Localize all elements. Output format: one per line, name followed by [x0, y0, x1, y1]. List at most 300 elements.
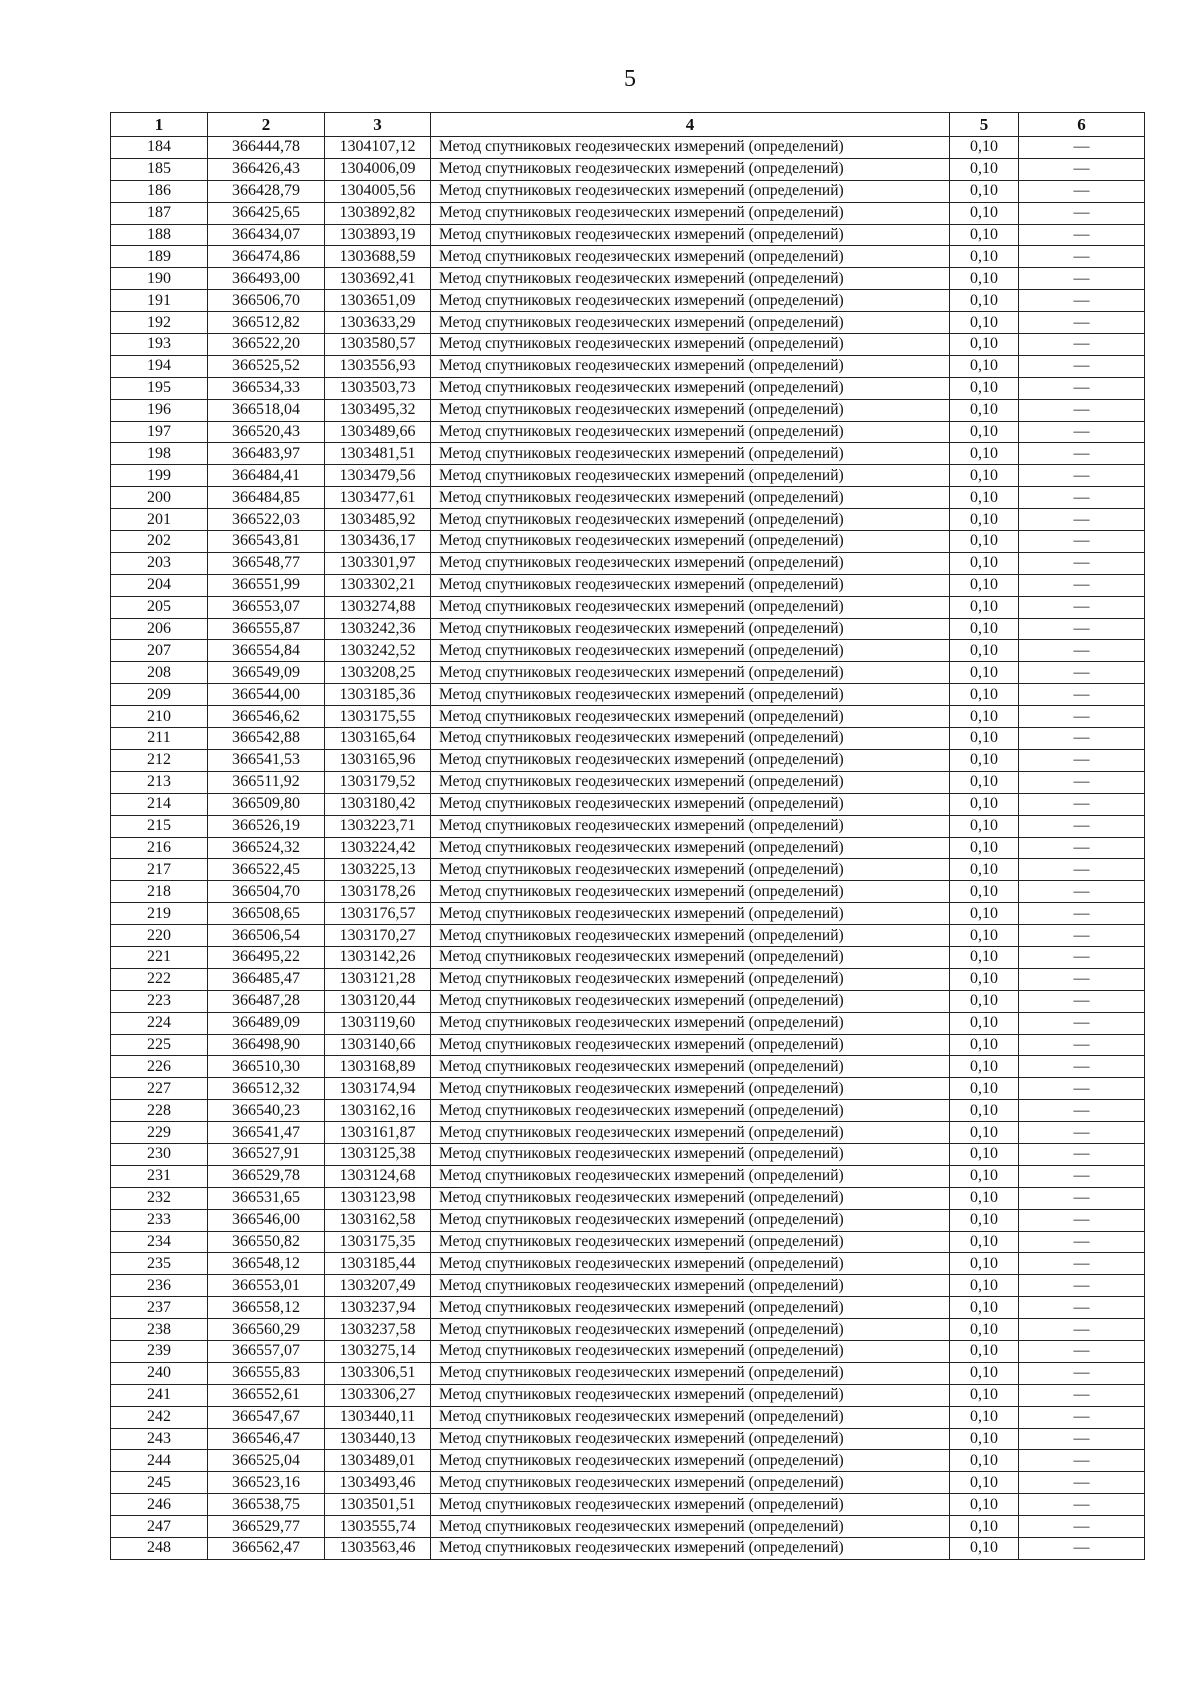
x-coordinate-cell: 366511,92 [208, 771, 325, 793]
method-cell: Метод спутниковых геодезических измерений (определений) [431, 881, 950, 903]
point-number-cell: 247 [111, 1516, 208, 1538]
y-coordinate-cell: 1303555,74 [325, 1516, 431, 1538]
y-coordinate-cell: 1303477,61 [325, 487, 431, 509]
description-cell: — [1019, 1143, 1145, 1165]
accuracy-cell: 0,10 [950, 618, 1019, 640]
y-coordinate-cell: 1303174,94 [325, 1078, 431, 1100]
point-number-cell: 241 [111, 1384, 208, 1406]
y-coordinate-cell: 1303180,42 [325, 793, 431, 815]
point-number-cell: 216 [111, 837, 208, 859]
table-row [111, 268, 1145, 290]
description-cell: — [1019, 290, 1145, 312]
method-cell: Метод спутниковых геодезических измерений (определений) [431, 355, 950, 377]
point-number-cell: 240 [111, 1362, 208, 1384]
table-row [111, 706, 1145, 728]
y-coordinate-cell: 1303175,35 [325, 1231, 431, 1253]
point-number-cell: 192 [111, 312, 208, 334]
y-coordinate-cell: 1303237,58 [325, 1319, 431, 1341]
description-cell: — [1019, 443, 1145, 465]
table-row [111, 946, 1145, 968]
method-cell: Метод спутниковых геодезических измерений (определений) [431, 662, 950, 684]
point-number-cell: 210 [111, 706, 208, 728]
y-coordinate-cell: 1303161,87 [325, 1122, 431, 1144]
y-coordinate-cell: 1303178,26 [325, 881, 431, 903]
y-coordinate-cell: 1303207,49 [325, 1275, 431, 1297]
x-coordinate-cell: 366489,09 [208, 1012, 325, 1034]
description-cell: — [1019, 1450, 1145, 1472]
description-cell: — [1019, 312, 1145, 334]
x-coordinate-cell: 366542,88 [208, 728, 325, 750]
point-number-cell: 214 [111, 793, 208, 815]
point-number-cell: 211 [111, 728, 208, 750]
y-coordinate-cell: 1303306,51 [325, 1362, 431, 1384]
method-cell: Метод спутниковых геодезических измерений (определений) [431, 925, 950, 947]
description-cell: — [1019, 596, 1145, 618]
description-cell: — [1019, 662, 1145, 684]
x-coordinate-cell: 366426,43 [208, 158, 325, 180]
accuracy-cell: 0,10 [950, 1472, 1019, 1494]
x-coordinate-cell: 366538,75 [208, 1494, 325, 1516]
table-row [111, 552, 1145, 574]
accuracy-cell: 0,10 [950, 268, 1019, 290]
point-number-cell: 206 [111, 618, 208, 640]
description-cell: — [1019, 1472, 1145, 1494]
accuracy-cell: 0,10 [950, 355, 1019, 377]
accuracy-cell: 0,10 [950, 443, 1019, 465]
page-number: 5 [624, 66, 636, 92]
accuracy-cell: 0,10 [950, 596, 1019, 618]
point-number-cell: 217 [111, 859, 208, 881]
description-cell: — [1019, 1275, 1145, 1297]
y-coordinate-cell: 1303185,36 [325, 684, 431, 706]
accuracy-cell: 0,10 [950, 531, 1019, 553]
method-cell: Метод спутниковых геодезических измерений (определений) [431, 1056, 950, 1078]
header-col-2: 2 [208, 113, 325, 137]
accuracy-cell: 0,10 [950, 1319, 1019, 1341]
y-coordinate-cell: 1303633,29 [325, 312, 431, 334]
point-number-cell: 224 [111, 1012, 208, 1034]
description-cell: — [1019, 487, 1145, 509]
header-col-5: 5 [950, 113, 1019, 137]
description-cell: — [1019, 684, 1145, 706]
accuracy-cell: 0,10 [950, 859, 1019, 881]
table-row [111, 728, 1145, 750]
description-cell: — [1019, 1056, 1145, 1078]
y-coordinate-cell: 1303495,32 [325, 399, 431, 421]
y-coordinate-cell: 1303302,21 [325, 574, 431, 596]
table-row [111, 180, 1145, 202]
point-number-cell: 189 [111, 246, 208, 268]
table-row [111, 377, 1145, 399]
x-coordinate-cell: 366560,29 [208, 1319, 325, 1341]
point-number-cell: 202 [111, 531, 208, 553]
point-number-cell: 244 [111, 1450, 208, 1472]
accuracy-cell: 0,10 [950, 552, 1019, 574]
point-number-cell: 233 [111, 1209, 208, 1231]
x-coordinate-cell: 366520,43 [208, 421, 325, 443]
method-cell: Метод спутниковых геодезических измерений (определений) [431, 1319, 950, 1341]
x-coordinate-cell: 366541,53 [208, 749, 325, 771]
x-coordinate-cell: 366546,00 [208, 1209, 325, 1231]
x-coordinate-cell: 366425,65 [208, 202, 325, 224]
description-cell: — [1019, 1165, 1145, 1187]
y-coordinate-cell: 1303563,46 [325, 1538, 431, 1560]
x-coordinate-cell: 366485,47 [208, 968, 325, 990]
method-cell: Метод спутниковых геодезических измерений (определений) [431, 465, 950, 487]
method-cell: Метод спутниковых геодезических измерений (определений) [431, 1275, 950, 1297]
x-coordinate-cell: 366554,84 [208, 640, 325, 662]
description-cell: — [1019, 1319, 1145, 1341]
x-coordinate-cell: 366555,83 [208, 1362, 325, 1384]
method-cell: Метод спутниковых геодезических измерений (определений) [431, 640, 950, 662]
accuracy-cell: 0,10 [950, 1428, 1019, 1450]
table-row [111, 202, 1145, 224]
table-row [111, 859, 1145, 881]
x-coordinate-cell: 366534,33 [208, 377, 325, 399]
description-cell: — [1019, 465, 1145, 487]
point-number-cell: 203 [111, 552, 208, 574]
y-coordinate-cell: 1303436,17 [325, 531, 431, 553]
method-cell: Метод спутниковых геодезических измерений (определений) [431, 268, 950, 290]
description-cell: — [1019, 399, 1145, 421]
description-cell: — [1019, 334, 1145, 356]
table-row [111, 968, 1145, 990]
accuracy-cell: 0,10 [950, 1187, 1019, 1209]
description-cell: — [1019, 1078, 1145, 1100]
y-coordinate-cell: 1303479,56 [325, 465, 431, 487]
accuracy-cell: 0,10 [950, 946, 1019, 968]
point-number-cell: 215 [111, 815, 208, 837]
table-row [111, 793, 1145, 815]
description-cell: — [1019, 925, 1145, 947]
method-cell: Метод спутниковых геодезических измерений (определений) [431, 815, 950, 837]
description-cell: — [1019, 1231, 1145, 1253]
y-coordinate-cell: 1303165,64 [325, 728, 431, 750]
method-cell: Метод спутниковых геодезических измерений (определений) [431, 487, 950, 509]
y-coordinate-cell: 1303223,71 [325, 815, 431, 837]
accuracy-cell: 0,10 [950, 684, 1019, 706]
table-row [111, 312, 1145, 334]
table-row [111, 1340, 1145, 1362]
accuracy-cell: 0,10 [950, 1078, 1019, 1100]
description-cell: — [1019, 1253, 1145, 1275]
table-row [111, 1100, 1145, 1122]
point-number-cell: 237 [111, 1297, 208, 1319]
description-cell: — [1019, 990, 1145, 1012]
x-coordinate-cell: 366434,07 [208, 224, 325, 246]
accuracy-cell: 0,10 [950, 1034, 1019, 1056]
accuracy-cell: 0,10 [950, 137, 1019, 159]
accuracy-cell: 0,10 [950, 334, 1019, 356]
accuracy-cell: 0,10 [950, 465, 1019, 487]
point-number-cell: 188 [111, 224, 208, 246]
x-coordinate-cell: 366526,19 [208, 815, 325, 837]
table-row [111, 421, 1145, 443]
coordinates-table [110, 112, 1145, 1560]
accuracy-cell: 0,10 [950, 377, 1019, 399]
table-row [111, 1056, 1145, 1078]
point-number-cell: 243 [111, 1428, 208, 1450]
description-cell: — [1019, 771, 1145, 793]
y-coordinate-cell: 1303440,13 [325, 1428, 431, 1450]
table-row [111, 925, 1145, 947]
description-cell: — [1019, 618, 1145, 640]
x-coordinate-cell: 366549,09 [208, 662, 325, 684]
x-coordinate-cell: 366544,00 [208, 684, 325, 706]
table-row [111, 509, 1145, 531]
y-coordinate-cell: 1304006,09 [325, 158, 431, 180]
method-cell: Метод спутниковых геодезических измерений (определений) [431, 246, 950, 268]
description-cell: — [1019, 552, 1145, 574]
description-cell: — [1019, 749, 1145, 771]
accuracy-cell: 0,10 [950, 290, 1019, 312]
method-cell: Метод спутниковых геодезических измерений (определений) [431, 1297, 950, 1319]
x-coordinate-cell: 366558,12 [208, 1297, 325, 1319]
y-coordinate-cell: 1303493,46 [325, 1472, 431, 1494]
accuracy-cell: 0,10 [950, 1165, 1019, 1187]
y-coordinate-cell: 1303176,57 [325, 903, 431, 925]
table-row [111, 881, 1145, 903]
method-cell: Метод спутниковых геодезических измерений (определений) [431, 377, 950, 399]
y-coordinate-cell: 1303485,92 [325, 509, 431, 531]
point-number-cell: 184 [111, 137, 208, 159]
point-number-cell: 186 [111, 180, 208, 202]
point-number-cell: 195 [111, 377, 208, 399]
method-cell: Метод спутниковых геодезических измерений (определений) [431, 1143, 950, 1165]
description-cell: — [1019, 859, 1145, 881]
table-row [111, 1231, 1145, 1253]
point-number-cell: 230 [111, 1143, 208, 1165]
description-cell: — [1019, 509, 1145, 531]
table-row [111, 771, 1145, 793]
point-number-cell: 200 [111, 487, 208, 509]
method-cell: Метод спутниковых геодезических измерений (определений) [431, 946, 950, 968]
method-cell: Метод спутниковых геодезических измерений (определений) [431, 1231, 950, 1253]
description-cell: — [1019, 1384, 1145, 1406]
accuracy-cell: 0,10 [950, 1122, 1019, 1144]
x-coordinate-cell: 366551,99 [208, 574, 325, 596]
x-coordinate-cell: 366483,97 [208, 443, 325, 465]
accuracy-cell: 0,10 [950, 158, 1019, 180]
y-coordinate-cell: 1303179,52 [325, 771, 431, 793]
point-number-cell: 212 [111, 749, 208, 771]
x-coordinate-cell: 366522,03 [208, 509, 325, 531]
description-cell: — [1019, 837, 1145, 859]
table-row [111, 1275, 1145, 1297]
method-cell: Метод спутниковых геодезических измерений (определений) [431, 684, 950, 706]
x-coordinate-cell: 366487,28 [208, 990, 325, 1012]
method-cell: Метод спутниковых геодезических измерений (определений) [431, 180, 950, 202]
table-row [111, 574, 1145, 596]
y-coordinate-cell: 1303692,41 [325, 268, 431, 290]
x-coordinate-cell: 366495,22 [208, 946, 325, 968]
method-cell: Метод спутниковых геодезических измерений (определений) [431, 1034, 950, 1056]
x-coordinate-cell: 366474,86 [208, 246, 325, 268]
description-cell: — [1019, 180, 1145, 202]
y-coordinate-cell: 1303440,11 [325, 1406, 431, 1428]
method-cell: Метод спутниковых геодезических измерений (определений) [431, 968, 950, 990]
point-number-cell: 208 [111, 662, 208, 684]
accuracy-cell: 0,10 [950, 1362, 1019, 1384]
x-coordinate-cell: 366548,77 [208, 552, 325, 574]
x-coordinate-cell: 366524,32 [208, 837, 325, 859]
x-coordinate-cell: 366550,82 [208, 1231, 325, 1253]
accuracy-cell: 0,10 [950, 202, 1019, 224]
accuracy-cell: 0,10 [950, 749, 1019, 771]
method-cell: Метод спутниковых геодезических измерений (определений) [431, 1100, 950, 1122]
table-row [111, 1494, 1145, 1516]
method-cell: Метод спутниковых геодезических измерений (определений) [431, 1187, 950, 1209]
accuracy-cell: 0,10 [950, 837, 1019, 859]
x-coordinate-cell: 366548,12 [208, 1253, 325, 1275]
point-number-cell: 190 [111, 268, 208, 290]
method-cell: Метод спутниковых геодезических измерений (определений) [431, 1472, 950, 1494]
method-cell: Метод спутниковых геодезических измерений (определений) [431, 552, 950, 574]
method-cell: Метод спутниковых геодезических измерений (определений) [431, 793, 950, 815]
x-coordinate-cell: 366504,70 [208, 881, 325, 903]
method-cell: Метод спутниковых геодезических измерений (определений) [431, 531, 950, 553]
point-number-cell: 193 [111, 334, 208, 356]
x-coordinate-cell: 366512,32 [208, 1078, 325, 1100]
accuracy-cell: 0,10 [950, 881, 1019, 903]
accuracy-cell: 0,10 [950, 1143, 1019, 1165]
y-coordinate-cell: 1303501,51 [325, 1494, 431, 1516]
point-number-cell: 201 [111, 509, 208, 531]
header-col-3: 3 [325, 113, 431, 137]
point-number-cell: 187 [111, 202, 208, 224]
table-row [111, 684, 1145, 706]
x-coordinate-cell: 366557,07 [208, 1340, 325, 1362]
table-row [111, 355, 1145, 377]
y-coordinate-cell: 1303119,60 [325, 1012, 431, 1034]
description-cell: — [1019, 946, 1145, 968]
y-coordinate-cell: 1303651,09 [325, 290, 431, 312]
method-cell: Метод спутниковых геодезических измерений (определений) [431, 1209, 950, 1231]
table-row [111, 246, 1145, 268]
method-cell: Метод спутниковых геодезических измерений (определений) [431, 903, 950, 925]
x-coordinate-cell: 366529,78 [208, 1165, 325, 1187]
description-cell: — [1019, 793, 1145, 815]
point-number-cell: 231 [111, 1165, 208, 1187]
x-coordinate-cell: 366484,85 [208, 487, 325, 509]
x-coordinate-cell: 366512,82 [208, 312, 325, 334]
description-cell: — [1019, 1122, 1145, 1144]
point-number-cell: 196 [111, 399, 208, 421]
description-cell: — [1019, 640, 1145, 662]
x-coordinate-cell: 366553,01 [208, 1275, 325, 1297]
description-cell: — [1019, 137, 1145, 159]
x-coordinate-cell: 366541,47 [208, 1122, 325, 1144]
table-row [111, 596, 1145, 618]
description-cell: — [1019, 881, 1145, 903]
y-coordinate-cell: 1303274,88 [325, 596, 431, 618]
table-row [111, 618, 1145, 640]
description-cell: — [1019, 728, 1145, 750]
table-row [111, 1012, 1145, 1034]
accuracy-cell: 0,10 [950, 706, 1019, 728]
point-number-cell: 199 [111, 465, 208, 487]
method-cell: Метод спутниковых геодезических измерений (определений) [431, 334, 950, 356]
table-row [111, 640, 1145, 662]
method-cell: Метод спутниковых геодезических измерений (определений) [431, 837, 950, 859]
accuracy-cell: 0,10 [950, 312, 1019, 334]
method-cell: Метод спутниковых геодезических измерений (определений) [431, 312, 950, 334]
accuracy-cell: 0,10 [950, 1253, 1019, 1275]
point-number-cell: 235 [111, 1253, 208, 1275]
accuracy-cell: 0,10 [950, 903, 1019, 925]
table-row [111, 1122, 1145, 1144]
description-cell: — [1019, 1494, 1145, 1516]
x-coordinate-cell: 366529,77 [208, 1516, 325, 1538]
table-row [111, 815, 1145, 837]
description-cell: — [1019, 1538, 1145, 1560]
description-cell: — [1019, 706, 1145, 728]
y-coordinate-cell: 1303162,16 [325, 1100, 431, 1122]
description-cell: — [1019, 377, 1145, 399]
point-number-cell: 198 [111, 443, 208, 465]
y-coordinate-cell: 1303489,01 [325, 1450, 431, 1472]
accuracy-cell: 0,10 [950, 1516, 1019, 1538]
accuracy-cell: 0,10 [950, 662, 1019, 684]
accuracy-cell: 0,10 [950, 925, 1019, 947]
y-coordinate-cell: 1303242,36 [325, 618, 431, 640]
y-coordinate-cell: 1303481,51 [325, 443, 431, 465]
description-cell: — [1019, 268, 1145, 290]
table-row [111, 1406, 1145, 1428]
y-coordinate-cell: 1303140,66 [325, 1034, 431, 1056]
table-row [111, 1165, 1145, 1187]
x-coordinate-cell: 366428,79 [208, 180, 325, 202]
table-row [111, 1472, 1145, 1494]
point-number-cell: 245 [111, 1472, 208, 1494]
method-cell: Метод спутниковых геодезических измерений (определений) [431, 509, 950, 531]
method-cell: Метод спутниковых геодезических измерений (определений) [431, 1516, 950, 1538]
point-number-cell: 185 [111, 158, 208, 180]
accuracy-cell: 0,10 [950, 1012, 1019, 1034]
table-row [111, 662, 1145, 684]
x-coordinate-cell: 366543,81 [208, 531, 325, 553]
description-cell: — [1019, 968, 1145, 990]
description-cell: — [1019, 1406, 1145, 1428]
accuracy-cell: 0,10 [950, 574, 1019, 596]
y-coordinate-cell: 1304107,12 [325, 137, 431, 159]
method-cell: Метод спутниковых геодезических измерений (определений) [431, 1253, 950, 1275]
description-cell: — [1019, 421, 1145, 443]
description-cell: — [1019, 1362, 1145, 1384]
table-row [111, 1078, 1145, 1100]
method-cell: Метод спутниковых геодезических измерений (определений) [431, 202, 950, 224]
method-cell: Метод спутниковых геодезических измерений (определений) [431, 1012, 950, 1034]
point-number-cell: 228 [111, 1100, 208, 1122]
accuracy-cell: 0,10 [950, 1340, 1019, 1362]
y-coordinate-cell: 1303556,93 [325, 355, 431, 377]
x-coordinate-cell: 366518,04 [208, 399, 325, 421]
x-coordinate-cell: 366484,41 [208, 465, 325, 487]
accuracy-cell: 0,10 [950, 1231, 1019, 1253]
header-col-4: 4 [431, 113, 950, 137]
table-row [111, 1187, 1145, 1209]
y-coordinate-cell: 1303142,26 [325, 946, 431, 968]
accuracy-cell: 0,10 [950, 1406, 1019, 1428]
y-coordinate-cell: 1303165,96 [325, 749, 431, 771]
x-coordinate-cell: 366525,04 [208, 1450, 325, 1472]
y-coordinate-cell: 1303208,25 [325, 662, 431, 684]
table-row [111, 1450, 1145, 1472]
description-cell: — [1019, 1100, 1145, 1122]
method-cell: Метод спутниковых геодезических измерений (определений) [431, 1340, 950, 1362]
accuracy-cell: 0,10 [950, 728, 1019, 750]
point-number-cell: 205 [111, 596, 208, 618]
